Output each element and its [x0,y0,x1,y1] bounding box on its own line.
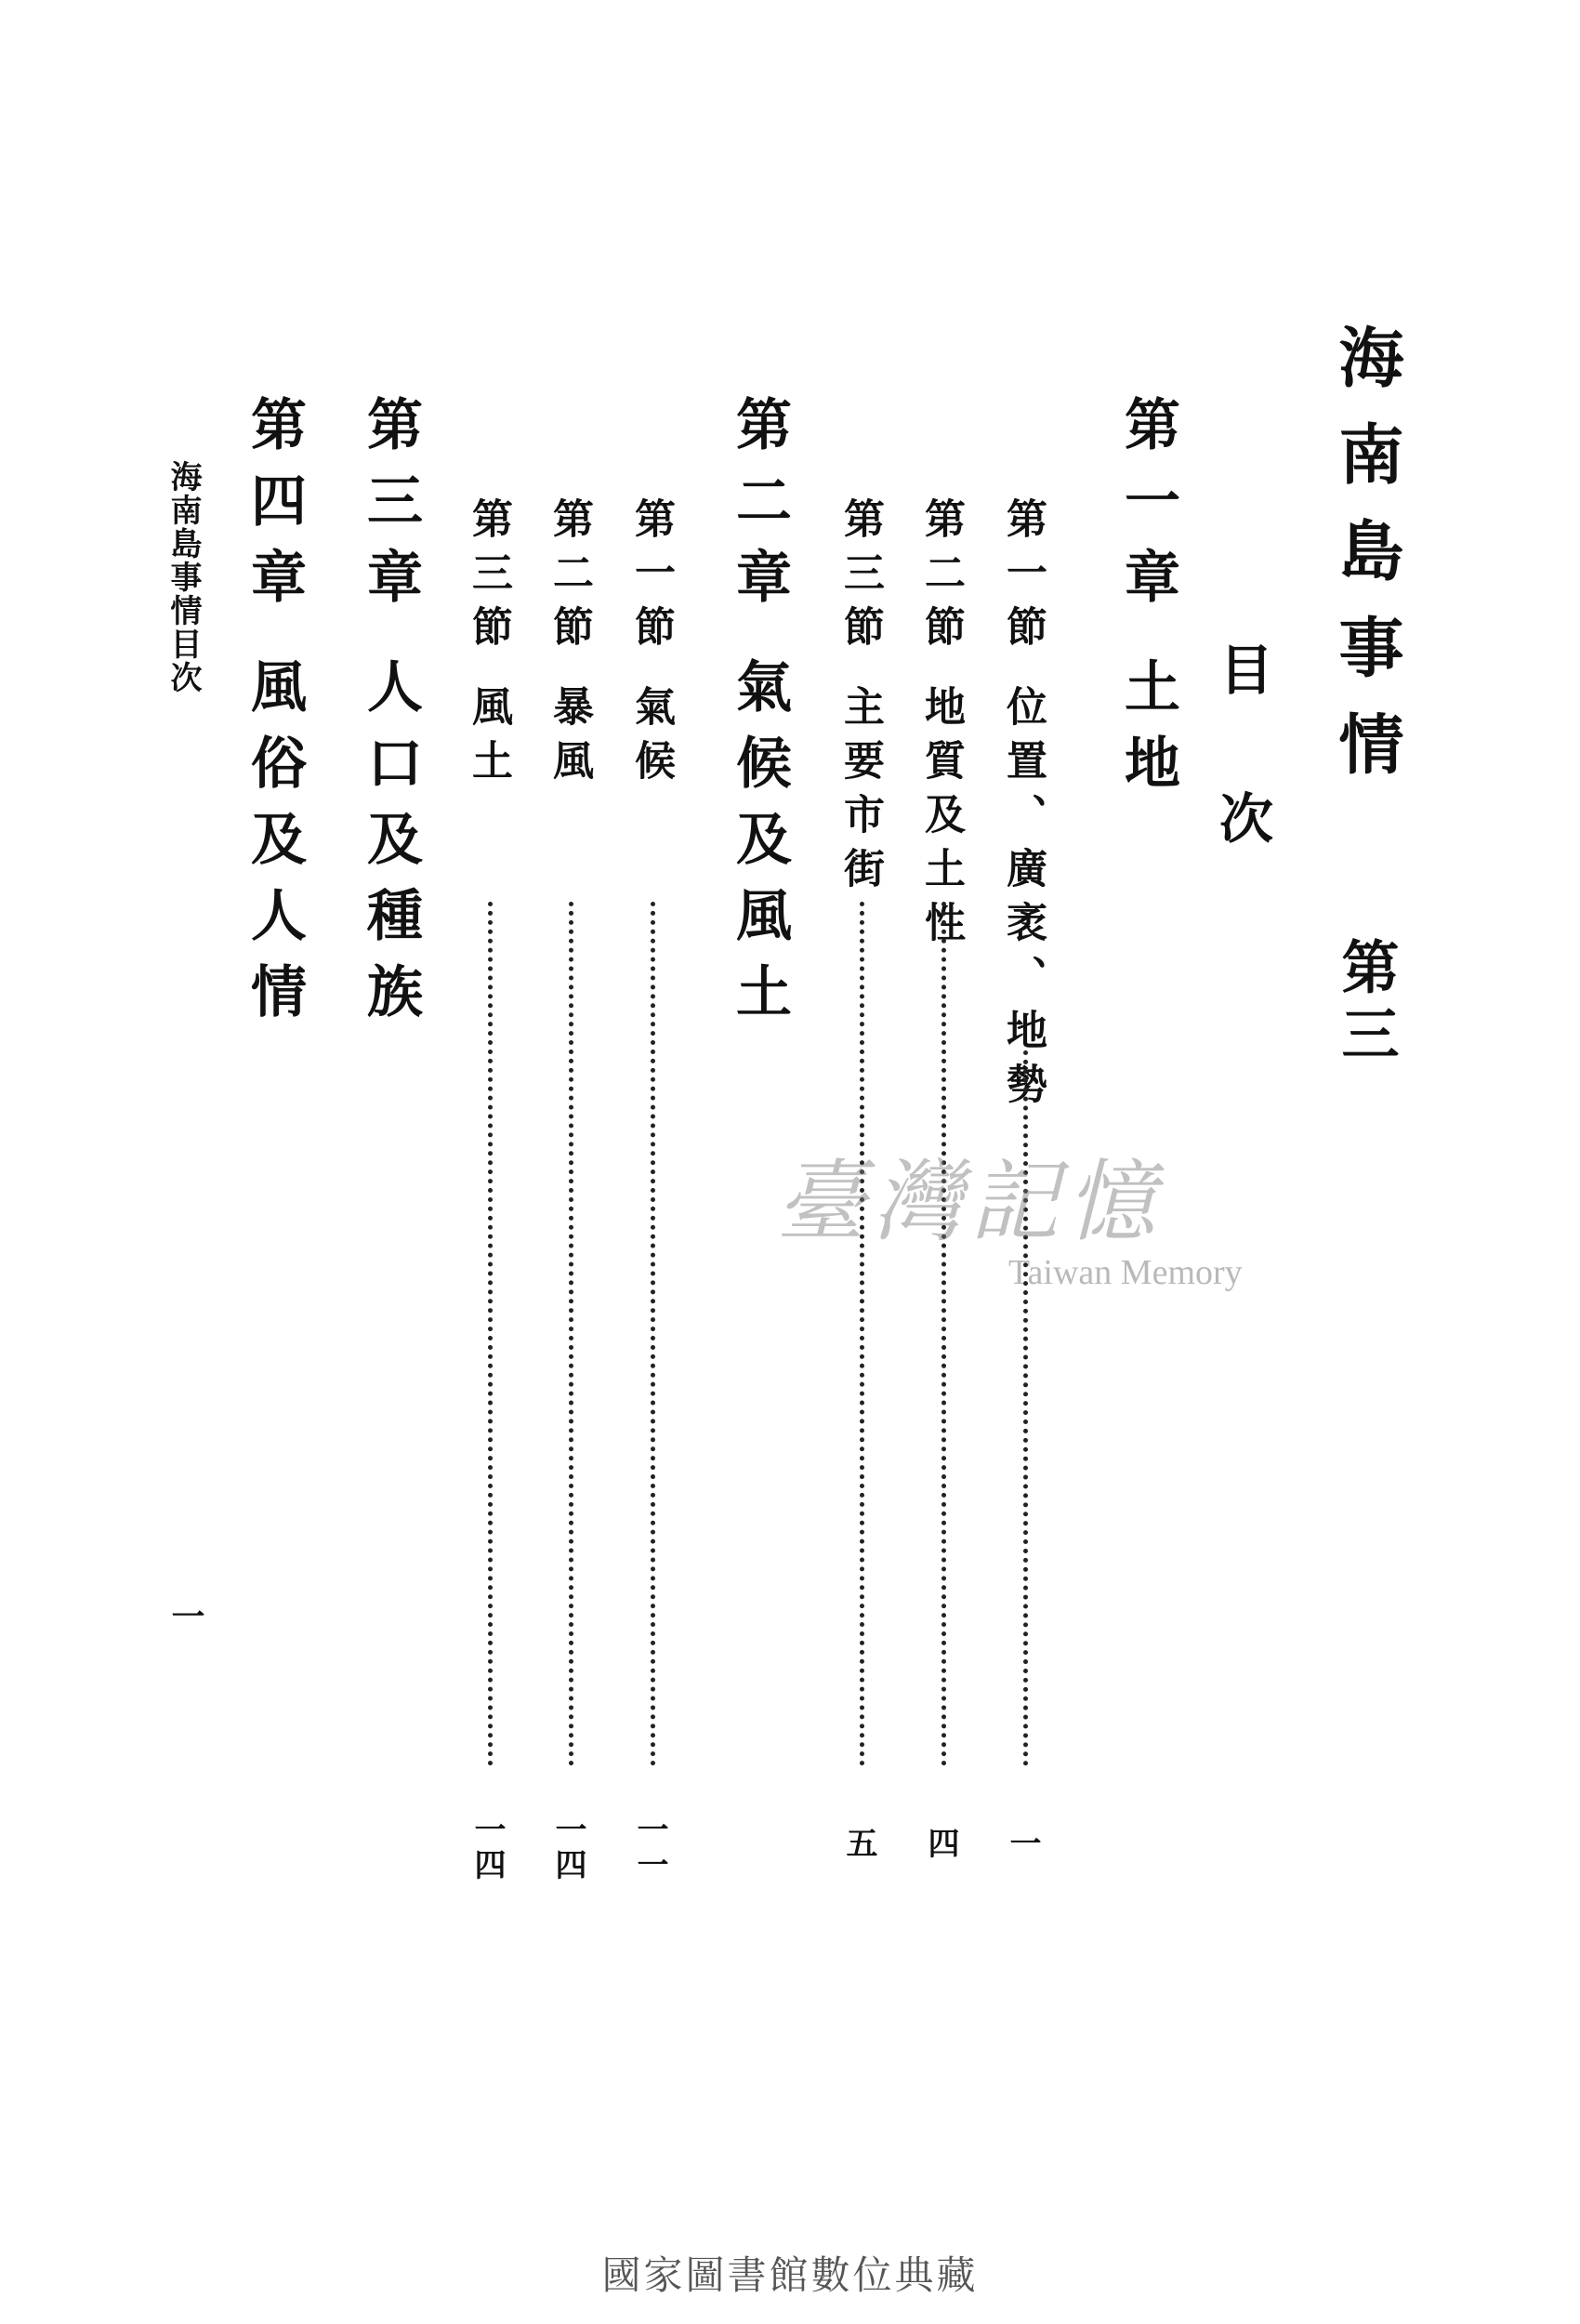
section-2-1 [627,497,675,793]
section-1-2 [917,497,965,955]
watermark-chars: 臺灣記憶 [776,1150,1163,1254]
section-number: 第三節 [836,497,884,659]
page-number: 一四 [549,1813,586,1883]
dot-leader [941,902,946,1766]
page-number: 一四 [468,1813,506,1883]
contents-heading: 目次 [1210,641,1273,939]
section-2-3 [465,497,512,793]
chapter-2 [727,395,792,1038]
chapter-3 [358,395,423,1038]
section-title: 位置、廣袤、地勢 [999,685,1047,1116]
page-number: 四 [922,1827,959,1862]
dot-leader [488,902,493,1766]
chapter-number: 第二章 [727,395,792,624]
section-2-2 [546,497,593,793]
section-title: 地質及土性 [917,685,965,955]
chapter-number: 第三章 [358,395,423,624]
section-number: 第二節 [917,497,965,659]
dot-leader [569,902,573,1766]
section-1-1 [999,497,1047,1116]
section-title: 風土 [465,685,512,793]
page-number: 一 [1004,1827,1041,1862]
section-1-3 [836,497,884,901]
chapter-4 [242,395,307,1038]
running-head: 海南島事情目次 [165,460,202,694]
chapter-title: 風俗及人情 [242,657,307,1038]
watermark-english: Taiwan Memory [1008,1253,1243,1292]
section-number: 第一節 [999,497,1047,659]
page-number: 一一 [631,1813,668,1883]
section-title: 氣候 [627,685,675,793]
book-title: 海南島事情 [1328,324,1405,807]
folio: 一 [166,1599,205,1632]
dot-leader [860,902,864,1766]
chapter-title: 人口及種族 [358,657,423,1038]
section-number: 第三節 [465,497,512,659]
watermark-logo [776,1150,1259,1297]
footer-credit: 國家圖書館數位典藏 [601,2252,979,2298]
section-title: 主要市街 [836,685,884,901]
chapter-1 [1115,395,1180,810]
chapter-title: 土地 [1115,657,1180,810]
chapter-number: 第一章 [1115,395,1180,624]
section-number: 第二節 [546,497,593,659]
chapter-title: 氣候及風土 [727,657,792,1038]
dot-leader [651,902,655,1766]
chapter-number: 第四章 [242,395,307,624]
section-number: 第一節 [627,497,675,659]
section-title: 暴風 [546,685,593,793]
volume-number: 第三 [1332,937,1400,1071]
page-number: 五 [840,1827,877,1862]
